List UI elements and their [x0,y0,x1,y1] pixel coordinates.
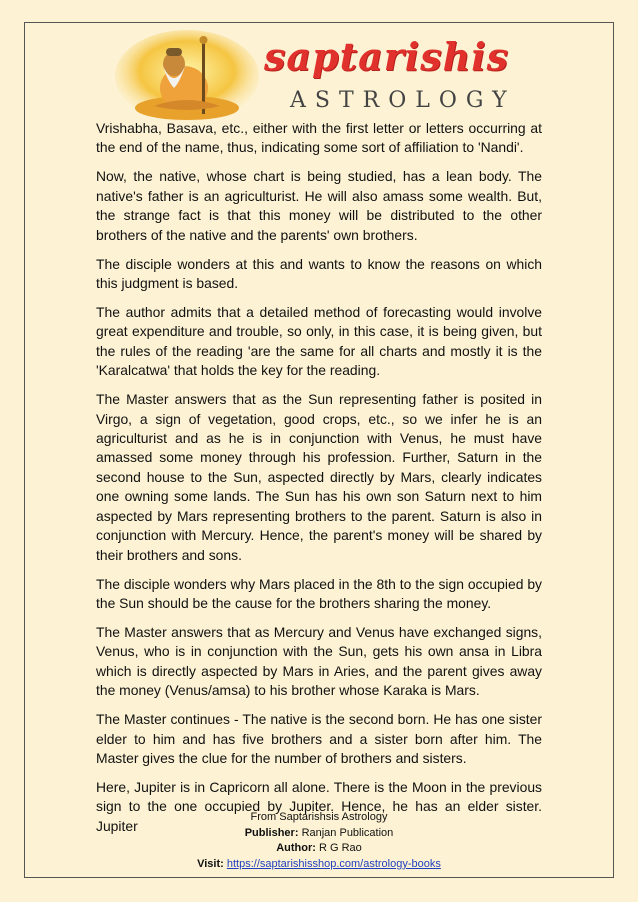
author-name: R G Rao [318,842,362,854]
footer-source: From Saptarishsis Astrology [250,811,388,823]
footer-visit [96,857,542,873]
paragraph: Vrishabha, Basava, etc., either with the first letter or letters occurring at the end of the name, thus, indicating some sort of affiliation to 'Nandi'. [96,120,542,156]
visit-link[interactable]: https://saptarishisshop.com/astrology-books [226,857,441,870]
brand-subtitle: ASTROLOGY [290,88,516,113]
paragraph: Now, the native, whose chart is being studied, has a lean body. The native's father is an agriculturist. He will also amass some wealth. But, the strange fact is that this money will be distributed to the other brothers of the native and the parents' own brothers. [96,168,542,243]
publisher-name: Ranjan Publication [301,826,394,839]
publisher-label: Publisher: [244,826,299,839]
paragraph: The Master continues - The native is the second born. He has one sister elder to him and has five brothers and a sister born after him. The Master gives the clue for the number of brothers and sisters. [96,711,542,766]
paragraph: The disciple wonders why Mars placed in the 8th to the sign occupied by the Sun should be the cause for the brothers sharing the money. [96,575,542,611]
paragraph: The Master answers that as the Sun representing father is posited in Virgo, a sign of vegetation, good crops, etc., so we infer he is an agriculturist and as he is in conjunction with Venus, he must have amassed some money through his profession. Further, Saturn in the second house to the Sun, aspected directly by Mars, clearly indicates one owning some lands. The Sun has his own son Saturn next to him aspected by Mars representing brothers to the parent. Saturn is also in conjunction with Mercury. Hence, the parent's money will be shared by their brothers and sons. [96,391,542,563]
sage-meditation-illustration [114,30,260,122]
visit-label: Visit: [197,857,224,870]
footer-publisher [96,826,542,842]
paragraph: The author admits that a detailed method of forecasting would involve great expenditure and trouble, so only, in this case, it is being given, but the rules of the reading 'are the same for all charts and mostly it is the 'Karalcatwa' that holds the key for the reading. [96,304,542,379]
paragraph: Here, Jupiter is in Capricorn all alone. There is the Moon in the previous sign to the one occupied by Jupiter. Hence, he has an elder sister. Jupiter [96,778,542,834]
brand-name: saptarishis [264,34,510,79]
brand-logo [96,26,542,120]
paragraph: The disciple wonders at this and wants to know the reasons on which this judgment is based. [96,255,542,292]
paragraph: The Master answers that as Mercury and Venus have exchanged signs, Venus, who is in conjunction with the Sun, gets his own ansa in Libra which is directly aspected by Mars in Aries, and the parent gives away the money (Venus/amsa) to his brother whose Karaka is Mars. [96,623,542,699]
page-footer [96,810,542,872]
article-body [96,119,542,846]
author-label: Author: [276,842,316,854]
footer-author [96,841,542,857]
